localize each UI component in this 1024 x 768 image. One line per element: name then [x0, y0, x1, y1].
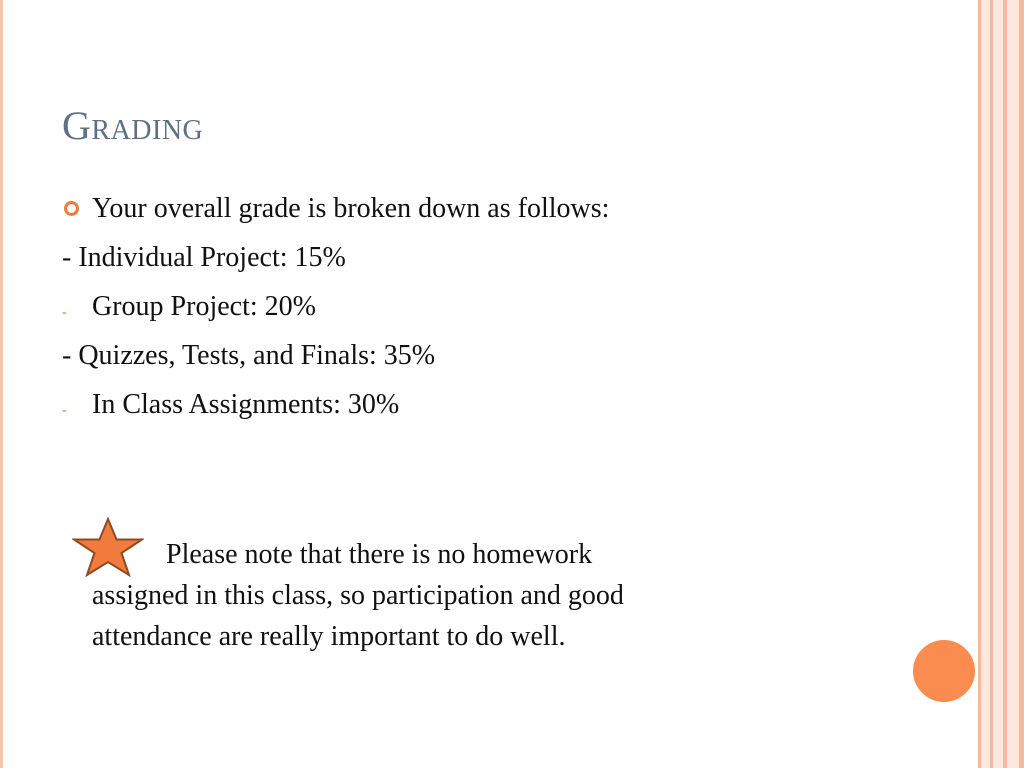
list-item-text: - Individual Project: 15% — [62, 242, 346, 273]
list-item-text: In Class Assignments: 30% — [92, 389, 400, 420]
note-line: Please note that there is no homework — [166, 539, 593, 570]
slide-body — [62, 190, 942, 435]
ring-bullet-icon — [64, 201, 79, 216]
list-item-text: - Quizzes, Tests, and Finals: 35% — [62, 340, 436, 371]
stripe — [993, 0, 1003, 768]
note-paragraph — [92, 534, 892, 657]
right-decorative-stripes — [978, 0, 1024, 768]
list-item — [62, 288, 942, 326]
list-item — [62, 386, 942, 424]
dash-bullet-icon: - — [62, 403, 67, 418]
note-line: assigned in this class, so participation and good — [92, 580, 624, 611]
list-item-intro — [62, 190, 942, 228]
stripe — [1007, 0, 1019, 768]
note-line: attendance are really important to do well. — [92, 621, 566, 652]
list-item — [62, 239, 942, 277]
orange-circle — [913, 640, 975, 702]
list-item-text: Group Project: 20% — [92, 291, 316, 322]
slide-title: Grading — [62, 103, 204, 148]
dash-bullet-icon: - — [62, 305, 67, 320]
stripe — [981, 0, 990, 768]
list-item — [62, 337, 942, 375]
intro-text: Your overall grade is broken down as follows: — [92, 193, 610, 224]
stripe — [1019, 0, 1024, 768]
left-border — [0, 0, 3, 768]
